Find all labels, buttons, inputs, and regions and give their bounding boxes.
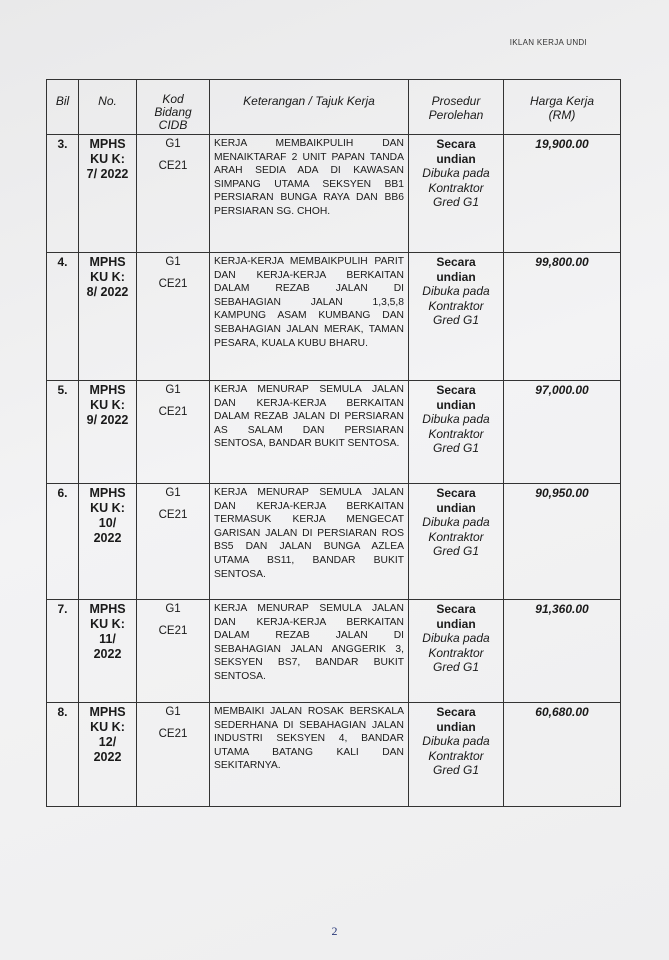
- cell-kod: G1 CE21: [137, 135, 210, 253]
- table-row: [47, 703, 621, 807]
- table-header-row: [47, 80, 621, 135]
- table-row: [47, 381, 621, 484]
- column-header-kod: Kod Bidang CIDB: [137, 80, 210, 135]
- cell-harga: 19,900.00: [504, 135, 621, 253]
- column-header-harga: Harga Kerja (RM): [504, 80, 621, 135]
- cell-prosedur: Secara undian Dibuka pada Kontraktor Gred G1: [409, 484, 504, 600]
- cell-no: MPHS KU K: 11/ 2022: [79, 600, 137, 703]
- cell-bil: 5.: [47, 381, 79, 484]
- cell-bil: 8.: [47, 703, 79, 807]
- cell-prosedur: Secara undian Dibuka pada Kontraktor Gred G1: [409, 253, 504, 381]
- cell-kod: G1 CE21: [137, 600, 210, 703]
- cell-prosedur: Secara undian Dibuka pada Kontraktor Gred G1: [409, 600, 504, 703]
- cell-keterangan: MEMBAIKI JALAN ROSAK BERSKALA SEDERHANA DI SEBAHAGIAN JALAN INDUSTRI SEKSYEN 4, BANDAR UTAMA BATANG KALI DAN SEKITARNYA.: [210, 703, 409, 807]
- cell-keterangan: KERJA MEMBAIKPULIH DAN MENAIKTARAF 2 UNIT PAPAN TANDA ARAH SEDIA ADA DI KAWASAN SIMPANG UTAMA SEKSYEN BB1 PERSIARAN BUNGA RAYA DAN BB6 PERSIARAN SG. CHOH.: [210, 135, 409, 253]
- cell-kod: G1 CE21: [137, 484, 210, 600]
- cell-harga: 90,950.00: [504, 484, 621, 600]
- cell-no: MPHS KU K: 7/ 2022: [79, 135, 137, 253]
- cell-bil: 3.: [47, 135, 79, 253]
- column-header-keterangan: Keterangan / Tajuk Kerja: [210, 80, 409, 135]
- cell-prosedur: Secara undian Dibuka pada Kontraktor Gred G1: [409, 135, 504, 253]
- cell-no: MPHS KU K: 10/ 2022: [79, 484, 137, 600]
- cell-keterangan: KERJA MENURAP SEMULA JALAN DAN KERJA-KERJA BERKAITAN TERMASUK KERJA MENGECAT GARISAN JALAN DI PERSIARAN ROS BS5 DAN JALAN BUNGA AZLEA UTAMA BS11, BANDAR BUKIT SENTOSA.: [210, 484, 409, 600]
- cell-keterangan: KERJA MENURAP SEMULA JALAN DAN KERJA-KERJA BERKAITAN DALAM REZAB JALAN DI SEBAHAGIAN JALAN ANGGERIK 3, SEKSYEN BS7, BANDAR BUKIT SENTOSA.: [210, 600, 409, 703]
- cell-keterangan: KERJA-KERJA MEMBAIKPULIH PARIT DAN KERJA-KERJA BERKAITAN DALAM REZAB JALAN DI SEBAHAGIAN JALAN 1,3,5,8 KAMPUNG ASAM KUMBANG DAN SEBAHAGIAN JALAN MERAK, TAMAN PESARA, KUALA KUBU BHARU.: [210, 253, 409, 381]
- cell-kod: G1 CE21: [137, 381, 210, 484]
- cell-bil: 6.: [47, 484, 79, 600]
- header-label: IKLAN KERJA UNDI: [509, 38, 587, 47]
- page-number: 2: [331, 924, 338, 938]
- cell-no: MPHS KU K: 12/ 2022: [79, 703, 137, 807]
- table-body: [47, 135, 621, 807]
- cell-bil: 4.: [47, 253, 79, 381]
- table-row: [47, 135, 621, 253]
- cell-harga: 97,000.00: [504, 381, 621, 484]
- cell-kod: G1 CE21: [137, 703, 210, 807]
- cell-keterangan: KERJA MENURAP SEMULA JALAN DAN KERJA-KERJA BERKAITAN DALAM REZAB JALAN DI PERSIARAN AS SALAM DAN PERSIARAN SENTOSA, BANDAR BUKIT SENTOSA.: [210, 381, 409, 484]
- column-header-bil: Bil: [47, 80, 79, 135]
- cell-no: MPHS KU K: 8/ 2022: [79, 253, 137, 381]
- cell-harga: 60,680.00: [504, 703, 621, 807]
- cell-bil: 7.: [47, 600, 79, 703]
- cell-harga: 99,800.00: [504, 253, 621, 381]
- table-row: [47, 253, 621, 381]
- column-header-no: No.: [79, 80, 137, 135]
- table-row: [47, 484, 621, 600]
- cell-no: MPHS KU K: 9/ 2022: [79, 381, 137, 484]
- cell-kod: G1 CE21: [137, 253, 210, 381]
- tender-table: [46, 79, 621, 807]
- cell-prosedur: Secara undian Dibuka pada Kontraktor Gred G1: [409, 703, 504, 807]
- table-row: [47, 600, 621, 703]
- column-header-prosedur: Prosedur Perolehan: [409, 80, 504, 135]
- cell-harga: 91,360.00: [504, 600, 621, 703]
- cell-prosedur: Secara undian Dibuka pada Kontraktor Gred G1: [409, 381, 504, 484]
